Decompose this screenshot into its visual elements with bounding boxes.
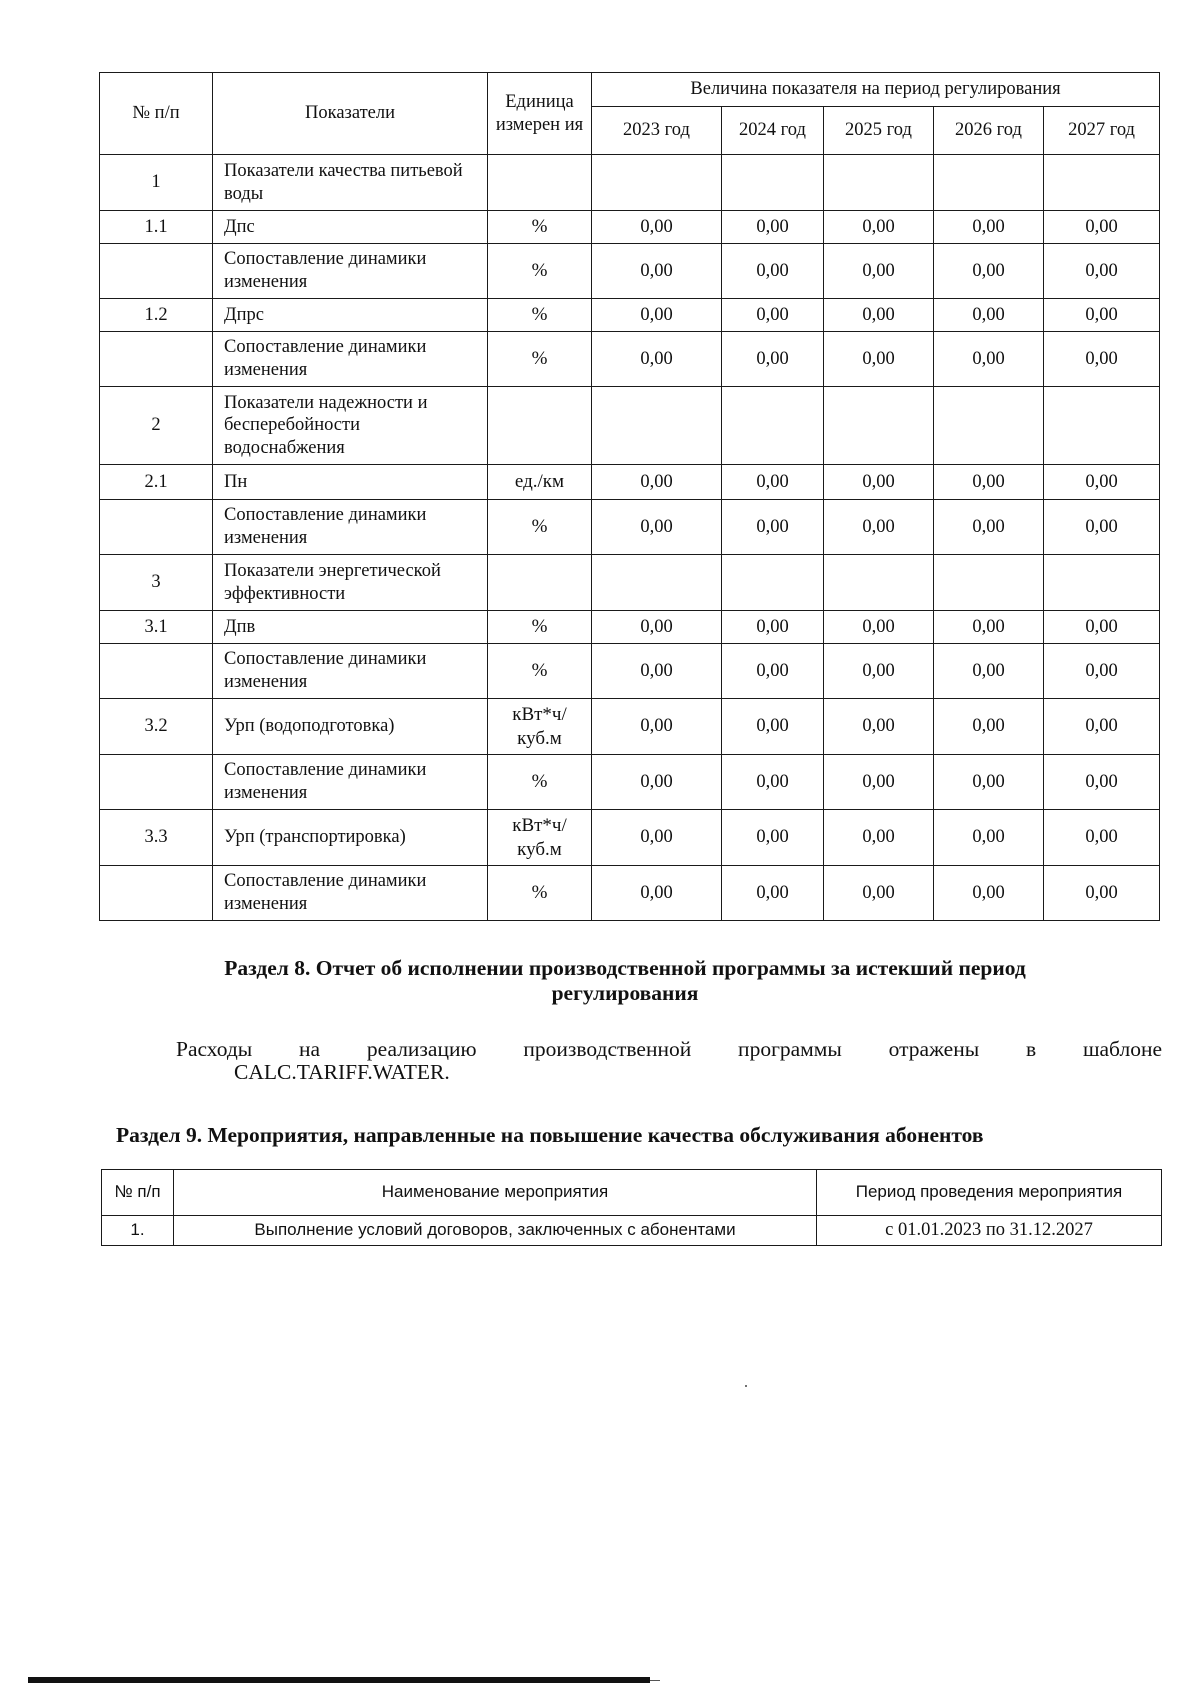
value-cell: 0,00: [592, 866, 722, 921]
indicator-name: Урп (транспортировка): [213, 810, 488, 866]
value-cell: [934, 387, 1044, 465]
value-cell: [592, 155, 722, 211]
value-cell: [1044, 155, 1160, 211]
scan-edge-tail: [650, 1680, 660, 1681]
row-number: 2.1: [100, 465, 213, 500]
table-row: [100, 500, 1160, 555]
unit-cell: кВт*ч/ куб.м: [488, 810, 592, 866]
indicator-name: Сопоставление динамики изменения: [213, 244, 488, 299]
value-cell: [824, 155, 934, 211]
value-cell: 0,00: [592, 699, 722, 755]
row-number: [100, 644, 213, 699]
value-cell: [722, 387, 824, 465]
value-cell: 0,00: [592, 299, 722, 332]
value-cell: 0,00: [934, 755, 1044, 810]
row-number: [100, 755, 213, 810]
indicator-name: Сопоставление динамики изменения: [213, 755, 488, 810]
row-number: [100, 332, 213, 387]
indicators-table-header: [100, 73, 1160, 155]
events-header-name: Наименование мероприятия: [174, 1170, 817, 1216]
value-cell: 0,00: [722, 299, 824, 332]
indicator-name: Пн: [213, 465, 488, 500]
value-cell: 0,00: [934, 244, 1044, 299]
value-cell: 0,00: [1044, 211, 1160, 244]
row-number: 1.2: [100, 299, 213, 332]
events-table: [101, 1169, 1162, 1246]
value-cell: 0,00: [722, 500, 824, 555]
unit-cell: %: [488, 866, 592, 921]
value-cell: 0,00: [592, 332, 722, 387]
indicator-name: Сопоставление динамики изменения: [213, 644, 488, 699]
table-row: [100, 866, 1160, 921]
unit-cell: ед./км: [488, 465, 592, 500]
unit-cell: %: [488, 211, 592, 244]
header-year: 2025 год: [824, 107, 934, 155]
indicator-name: Урп (водоподготовка): [213, 699, 488, 755]
row-number: 3: [100, 555, 213, 611]
table-row: [100, 555, 1160, 611]
value-cell: 0,00: [722, 755, 824, 810]
indicator-name: Показатели энергетической эффективности: [213, 555, 488, 611]
table-row: [100, 155, 1160, 211]
table-row: [100, 299, 1160, 332]
events-header-period: Период проведения мероприятия: [817, 1170, 1162, 1216]
unit-cell: [488, 155, 592, 211]
value-cell: 0,00: [722, 611, 824, 644]
value-cell: [934, 155, 1044, 211]
value-cell: 0,00: [722, 332, 824, 387]
value-cell: 0,00: [824, 699, 934, 755]
row-number: [100, 866, 213, 921]
value-cell: 0,00: [824, 332, 934, 387]
table-row: [100, 699, 1160, 755]
value-cell: [824, 555, 934, 611]
section8-body: [176, 1038, 1162, 1083]
table-row: [100, 644, 1160, 699]
value-cell: 0,00: [1044, 332, 1160, 387]
unit-cell: %: [488, 500, 592, 555]
table-row: [100, 211, 1160, 244]
row-number: 3.2: [100, 699, 213, 755]
table-row: [100, 611, 1160, 644]
value-cell: [1044, 387, 1160, 465]
events-header-num: № п/п: [102, 1170, 174, 1216]
value-cell: 0,00: [592, 465, 722, 500]
header-unit: Единица измерен ия: [488, 73, 592, 155]
section9-heading: Раздел 9. Мероприятия, направленные на повышение качества обслуживания абонентов: [116, 1123, 984, 1147]
unit-cell: [488, 387, 592, 465]
value-cell: 0,00: [934, 611, 1044, 644]
unit-cell: %: [488, 644, 592, 699]
header-year: 2024 год: [722, 107, 824, 155]
events-table-body: [102, 1216, 1162, 1246]
value-cell: 0,00: [722, 644, 824, 699]
value-cell: 0,00: [934, 465, 1044, 500]
header-period: Величина показателя на период регулирования: [592, 73, 1160, 107]
unit-cell: [488, 555, 592, 611]
row-number: 3.1: [100, 611, 213, 644]
value-cell: 0,00: [934, 810, 1044, 866]
value-cell: 0,00: [1044, 866, 1160, 921]
value-cell: 0,00: [1044, 699, 1160, 755]
event-num: 1.: [102, 1216, 174, 1246]
table-row: [100, 387, 1160, 465]
unit-cell: %: [488, 611, 592, 644]
indicators-table: [99, 72, 1160, 921]
value-cell: 0,00: [592, 500, 722, 555]
table-row: [100, 244, 1160, 299]
value-cell: 0,00: [722, 244, 824, 299]
header-year: 2023 год: [592, 107, 722, 155]
value-cell: 0,00: [1044, 611, 1160, 644]
indicator-name: Сопоставление динамики изменения: [213, 332, 488, 387]
section8-heading: Раздел 8. Отчет об исполнении производственной программы за истекший период регулирования: [224, 956, 1026, 1005]
row-number: [100, 500, 213, 555]
value-cell: 0,00: [824, 211, 934, 244]
table-row: [102, 1216, 1162, 1246]
value-cell: 0,00: [824, 244, 934, 299]
unit-cell: %: [488, 332, 592, 387]
section8-body-line1: Расходы на реализацию производственной программы отражены в шаблоне: [176, 1037, 1162, 1061]
indicator-name: Дпс: [213, 211, 488, 244]
value-cell: 0,00: [934, 500, 1044, 555]
value-cell: 0,00: [824, 465, 934, 500]
value-cell: 0,00: [1044, 299, 1160, 332]
value-cell: 0,00: [592, 611, 722, 644]
value-cell: 0,00: [1044, 755, 1160, 810]
value-cell: 0,00: [934, 211, 1044, 244]
indicator-name: Сопоставление динамики изменения: [213, 866, 488, 921]
value-cell: 0,00: [722, 810, 824, 866]
value-cell: 0,00: [824, 500, 934, 555]
value-cell: 0,00: [722, 699, 824, 755]
value-cell: 0,00: [824, 611, 934, 644]
indicator-name: Дпрс: [213, 299, 488, 332]
row-number: 3.3: [100, 810, 213, 866]
row-number: [100, 244, 213, 299]
event-name: Выполнение условий договоров, заключенных с абонентами: [174, 1216, 817, 1246]
value-cell: 0,00: [824, 866, 934, 921]
header-year: 2027 год: [1044, 107, 1160, 155]
header-year: 2026 год: [934, 107, 1044, 155]
value-cell: 0,00: [824, 810, 934, 866]
value-cell: 0,00: [824, 755, 934, 810]
value-cell: 0,00: [934, 699, 1044, 755]
value-cell: 0,00: [1044, 644, 1160, 699]
value-cell: [722, 155, 824, 211]
value-cell: 0,00: [722, 465, 824, 500]
value-cell: 0,00: [592, 755, 722, 810]
value-cell: [592, 387, 722, 465]
value-cell: [824, 387, 934, 465]
event-period: с 01.01.2023 по 31.12.2027: [817, 1216, 1162, 1246]
indicator-name: Показатели надежности и бесперебойности водоснабжения: [213, 387, 488, 465]
indicators-table-body: [100, 155, 1160, 921]
value-cell: 0,00: [934, 644, 1044, 699]
indicator-name: Показатели качества питьевой воды: [213, 155, 488, 211]
value-cell: 0,00: [824, 644, 934, 699]
value-cell: 0,00: [1044, 465, 1160, 500]
unit-cell: %: [488, 299, 592, 332]
table-row: [100, 755, 1160, 810]
value-cell: [592, 555, 722, 611]
value-cell: 0,00: [722, 211, 824, 244]
scan-speck: [745, 1385, 747, 1387]
indicator-name: Сопоставление динамики изменения: [213, 500, 488, 555]
unit-cell: кВт*ч/ куб.м: [488, 699, 592, 755]
value-cell: 0,00: [824, 299, 934, 332]
value-cell: [722, 555, 824, 611]
events-table-header: [102, 1170, 1162, 1216]
table-row: [100, 332, 1160, 387]
section8-body-line2: CALC.TARIFF.WATER.: [234, 1059, 450, 1084]
value-cell: 0,00: [592, 810, 722, 866]
value-cell: 0,00: [1044, 244, 1160, 299]
value-cell: [934, 555, 1044, 611]
value-cell: 0,00: [592, 244, 722, 299]
value-cell: 0,00: [934, 332, 1044, 387]
header-indicator: Показатели: [213, 73, 488, 155]
value-cell: 0,00: [592, 644, 722, 699]
value-cell: 0,00: [934, 866, 1044, 921]
value-cell: [1044, 555, 1160, 611]
row-number: 1: [100, 155, 213, 211]
scan-edge-bar: [28, 1677, 650, 1683]
value-cell: 0,00: [934, 299, 1044, 332]
unit-cell: %: [488, 755, 592, 810]
row-number: 1.1: [100, 211, 213, 244]
value-cell: 0,00: [1044, 810, 1160, 866]
unit-cell: %: [488, 244, 592, 299]
value-cell: 0,00: [722, 866, 824, 921]
table-row: [100, 810, 1160, 866]
value-cell: 0,00: [1044, 500, 1160, 555]
table-row: [100, 465, 1160, 500]
value-cell: 0,00: [592, 211, 722, 244]
header-num: № п/п: [100, 73, 213, 155]
indicator-name: Дпв: [213, 611, 488, 644]
row-number: 2: [100, 387, 213, 465]
